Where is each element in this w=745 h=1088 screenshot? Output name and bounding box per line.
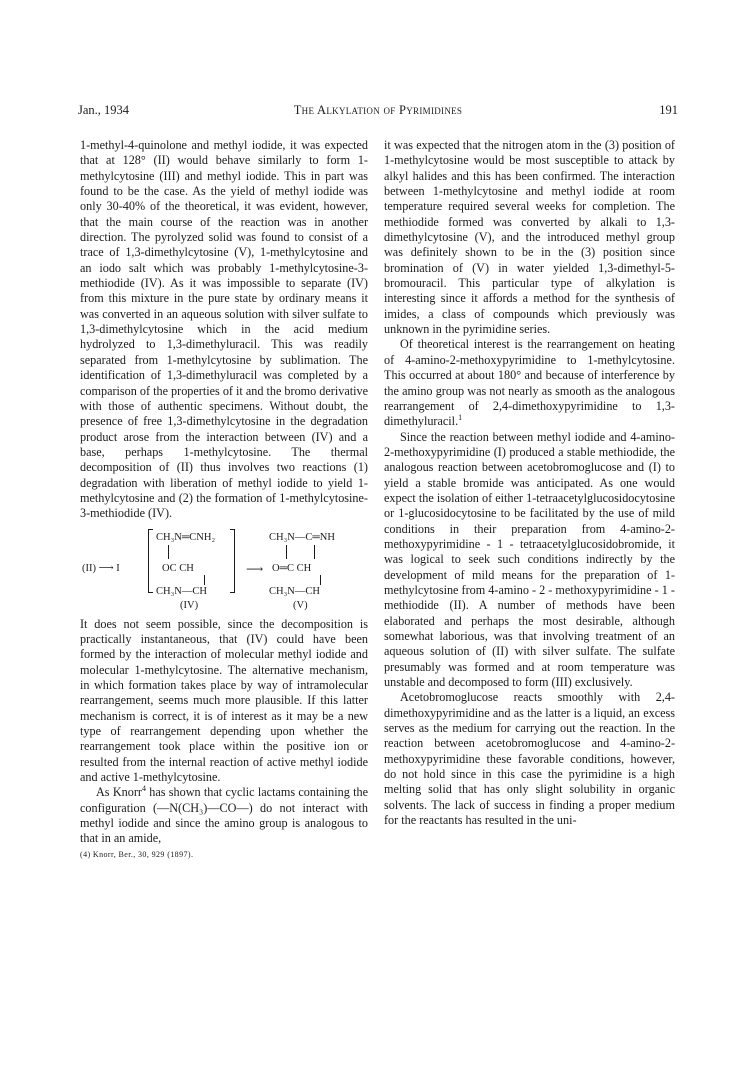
bond-line bbox=[168, 545, 169, 559]
left-paragraph-3 bbox=[80, 785, 368, 846]
v-row-3: CH₃N—CH bbox=[269, 585, 320, 597]
bond-line bbox=[320, 575, 321, 585]
v-row-1: CH₃N—C═NH bbox=[269, 531, 335, 543]
left-paragraph-2: It does not seem possible, since the decomposition is practically instantaneous, that (IV) could have been formed by the interaction of molecular methyl iodide and molecular 1-methylcytosine. The alternative mechanism, in which formation takes place by way of intramolecular rearrangement, seems much more plausible. If this latter mechanism is correct, it is of interest as it may be a new type of rearrangement depending upon whether the rearrangement took place within the positive ion or resulted from the internal reaction of active methyl iodide and active 1-methylcytosine. bbox=[80, 616, 368, 785]
knorr-text: As Knorr bbox=[96, 785, 142, 800]
left-column bbox=[80, 138, 368, 862]
bracket-right-iv bbox=[230, 529, 235, 593]
reaction-equation bbox=[80, 526, 368, 612]
right-paragraph-4: Acetobromoglucose reacts smoothly with 2,4-dimethoxypyrimidine and as the latter is a liquid, an excess serves as the medium for carrying out the reaction. In the reaction between acetobromoglucose and 4-amino-2-methoxypyrimidine these favorable conditions, however, do not hold since in this case the pyrimidine is a high melting solid that has only slight solubility in organic solvents. The lack of success in finding a proper medium for the reactants has resulted in the uni- bbox=[384, 690, 675, 828]
iv-label: (IV) bbox=[180, 599, 199, 611]
equation-lhs: (II) ⟶ I bbox=[82, 562, 120, 574]
v-label: (V) bbox=[293, 599, 308, 611]
header-date: Jan., 1934 bbox=[78, 103, 130, 117]
right-paragraph-1: it was expected that the nitrogen atom in the (3) position of 1-methylcytosine would be most susceptible to attack by alkyl halides and this has been confirmed. The interaction between 1-methylcytosine and methyl iodide at room temperature required several weeks for completion. The methiodide formed was converted by alkali to 1,3-dimethylcytosine (V), and the introduced methyl group was definitely shown to be in the (3) position since bromination of (V) in water yielded 1,3-dimethyl-5-bromouracil. This particular type of alkylation is interesting since it affords a method for the synthesis of imides, a class of compounds which previously was unknown in the pyrimidine series. bbox=[384, 138, 675, 337]
knorr-text-continued: has shown that cyclic lactams containing the configuration (—N(CH₃)—CO—) do not interact with methyl iodide and since the amino group is analogous to that in an amide, bbox=[80, 785, 369, 846]
iv-row-3: CH₃N—CH bbox=[156, 585, 207, 597]
bond-line bbox=[314, 545, 315, 559]
iv-row-2: OC CH bbox=[162, 562, 194, 574]
bond-line bbox=[286, 545, 287, 559]
bond-line bbox=[204, 575, 205, 585]
right-paragraph-3: Since the reaction between methyl iodide and 4-amino-2-methoxypyrimidine (I) produced a stable methiodide, the analogous reaction between acetobromoglucose and (I) to yield a stable bromide was anticipated. As one would expect the isolation of either 1-tetraacetylglucosidocytosine or 1-glucosidocytosine to be facilitated by the use of mild conditions in their preparation from 4-amino-2-methoxypyrimidine - 1 - tetraacetylglucosidobromide, it was logical to seek such conditions indirectly by the development of mild means for the preparation of 1-methylcytosine from 4-amino - 2 - methoxypyrimidine - 1 - methiodide (II). A number of methods have been elaborated and perhaps the most desirable, although somewhat laborious, was that involving treatment of an aqueous solution of (II) with silver sulfate. The sulfate presumably was formed and at room temperature was unstable and decomposed to form (III) exclusively. bbox=[384, 429, 675, 690]
v-row-2: O═C CH bbox=[272, 562, 312, 574]
rearrangement-text: Of theoretical interest is the rearrangement on heating of 4-amino-2-methoxypyrimidine to 1-methylcytosine. This occurred at about 180° and because of interference by the amino group was not nearly as smooth as the analogous rearrangement of 2,4-dimethoxypyrimidine to 1,3-dimethyluracil. bbox=[384, 337, 675, 429]
right-paragraph-2 bbox=[384, 337, 675, 429]
header-title: The Alkylation of Pyrimidines bbox=[293, 103, 463, 117]
footnote-4: (4) Knorr, Ber., 30, 929 (1897). bbox=[80, 849, 194, 859]
footnote-ref-1: 1 bbox=[458, 413, 463, 423]
reaction-arrow: ⟶ bbox=[246, 561, 264, 576]
iv-row-1: CH₃N═CNH₂ bbox=[156, 531, 216, 543]
footnote-ref-4: 4 bbox=[141, 784, 146, 794]
running-header bbox=[78, 103, 678, 121]
right-column bbox=[384, 138, 675, 828]
bracket-left-iv bbox=[148, 529, 153, 593]
page-number: 191 bbox=[659, 103, 678, 117]
left-paragraph-1: 1-methyl-4-quinolone and methyl iodide, it was expected that at 128° (II) would behave similarly to form 1-methylcytosine (III) and methyl iodide. This in part was found to be the case. As the yield of methyl iodide was only 30-40% of the theoretical, it was evident, however, that the main course of the reaction was in another direction. The pyrolyzed solid was found to consist of a trace of 1,3-dimethylcytosine (V), 1-methylcytosine and an iodo salt which was probably 1-methylcytosine-3-methiodide (IV). As it was impossible to separate (IV) from this mixture in the pure state by ordinary means it was converted in an aqueous solution with silver sulfate to 1,3-dimethylcytosine which in the acid medium hydrolyzed to 1,3-dimethyluracil. This was readily separated from 1-methylcytosine by sublimation. The identification of 1,3-dimethyluracil was completed by a comparison of the properties of it and the bromo derivative with those of authentic specimens. Without doubt, the presence of free 1,3-dimethylcytosine in the degradation product arose from the interaction between (IV) and a base, perhaps 1-methylcytosine. The thermal decomposition of (II) thus involves two reactions (1) degradation with liberation of methyl iodide to yield 1-methylcytosine and (2) the formation of 1-methylcytosine-3-methiodide (IV). bbox=[80, 138, 369, 521]
